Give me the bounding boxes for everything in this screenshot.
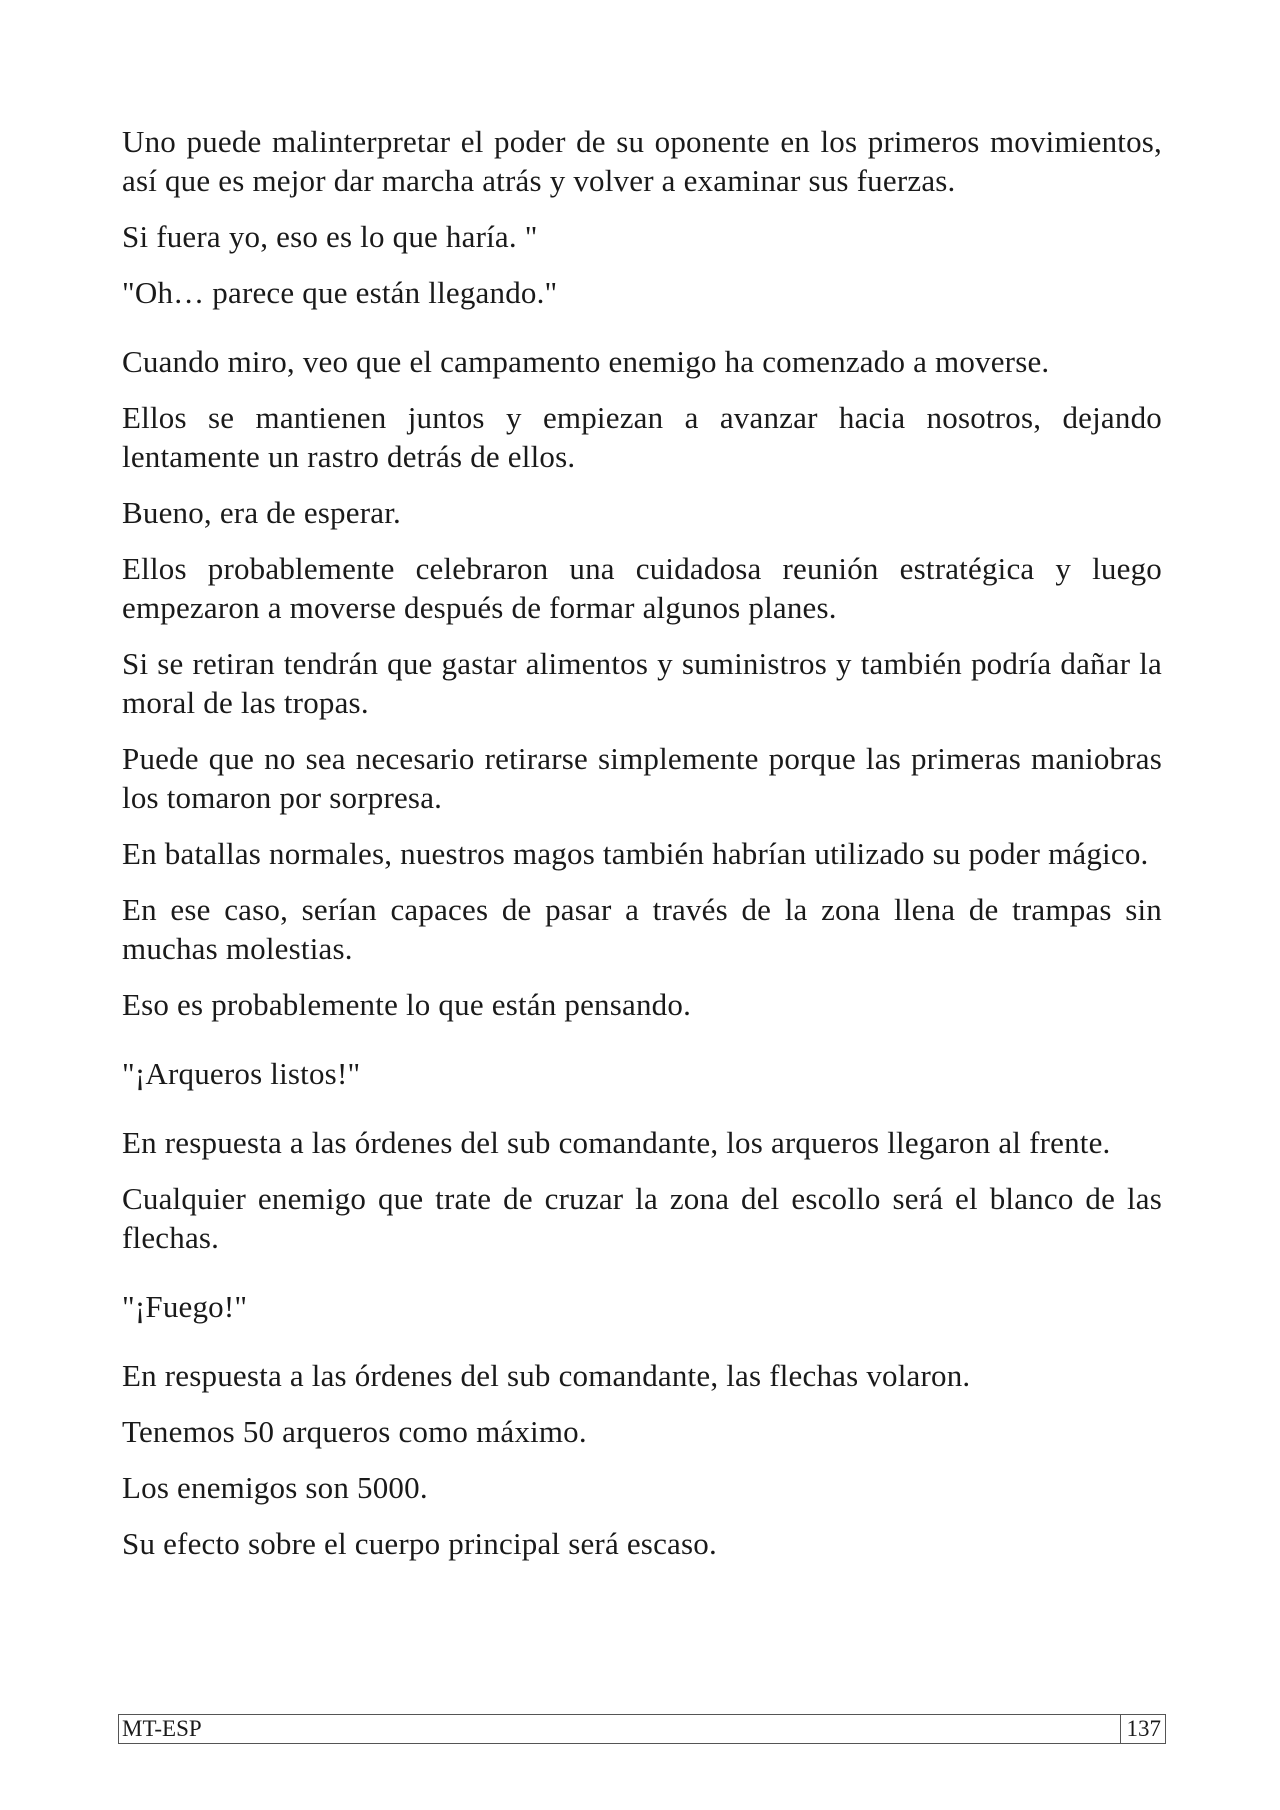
paragraph: Cuando miro, veo que el campamento enemigo ha comenzado a moverse. [122, 344, 1050, 379]
paragraph: "¡Arqueros listos!" [122, 1056, 361, 1091]
paragraph: Eso es probablemente lo que están pensando. [122, 987, 692, 1022]
paragraph: Su efecto sobre el cuerpo principal será escaso. [122, 1526, 717, 1561]
paragraph: En respuesta a las órdenes del sub comandante, los arqueros llegaron al frente. [122, 1125, 1111, 1160]
footer-label: MT-ESP [122, 1716, 202, 1741]
paragraph: En ese caso, serían capaces de pasar a través de la zona llena de trampas sin muchas molestias. [122, 892, 1162, 966]
paragraph: Ellos probablemente celebraron una cuidadosa reunión estratégica y luego empezaron a moverse después de formar algunos planes. [122, 551, 1162, 625]
paragraph: Tenemos 50 arqueros como máximo. [122, 1414, 587, 1449]
paragraph: Ellos se mantienen juntos y empiezan a avanzar hacia nosotros, dejando lentamente un rastro detrás de ellos. [122, 400, 1162, 474]
footer-divider [1120, 1715, 1121, 1743]
paragraph: Si fuera yo, eso es lo que haría. " [122, 219, 538, 254]
paragraph: Si se retiran tendrán que gastar alimentos y suministros y también podría dañar la moral de las tropas. [122, 646, 1162, 720]
paragraph: En respuesta a las órdenes del sub comandante, las flechas volaron. [122, 1358, 971, 1393]
paragraph: Cualquier enemigo que trate de cruzar la zona del escollo será el blanco de las flechas. [122, 1181, 1162, 1255]
paragraph: En batallas normales, nuestros magos también habrían utilizado su poder mágico. [122, 836, 1149, 871]
paragraph: Puede que no sea necesario retirarse simplemente porque las primeras maniobras los tomaron por sorpresa. [122, 741, 1162, 815]
page-footer [118, 1714, 1166, 1744]
paragraph: "¡Fuego!" [122, 1289, 248, 1324]
paragraph: Uno puede malinterpretar el poder de su oponente en los primeros movimientos, así que es mejor dar marcha atrás y volver a examinar sus fuerzas. [122, 124, 1162, 198]
page-number: 137 [1126, 1716, 1161, 1741]
paragraph: Bueno, era de esperar. [122, 495, 401, 530]
paragraph: Los enemigos son 5000. [122, 1470, 428, 1505]
paragraph: "Oh… parece que están llegando." [122, 275, 558, 310]
page-body [122, 122, 1162, 1580]
